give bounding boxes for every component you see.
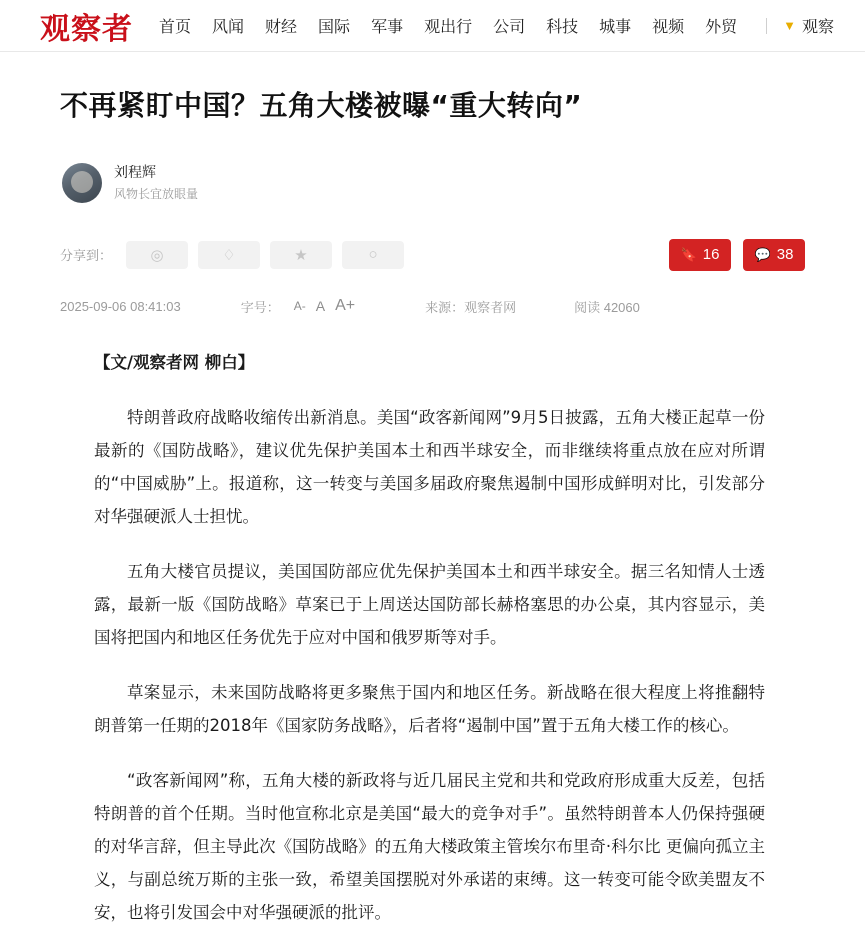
- nav-item-tech[interactable]: 科技: [546, 19, 579, 36]
- comment-count: 38: [776, 246, 794, 264]
- nav-item-military[interactable]: 军事: [371, 19, 404, 36]
- font-size-controls: [241, 297, 355, 316]
- nav-divider: [766, 18, 767, 34]
- author-description: 风物长宜放眼量: [114, 187, 199, 202]
- bookmark-icon: 🔖: [680, 247, 697, 263]
- more-icon[interactable]: ○: [342, 241, 404, 269]
- article-paragraph: 五角大楼官员提议，美国国防部应优先保护美国本土和西半球安全。据三名知情人士透露，最新一版《国防战略》草案已于上周送达国防部长赫格塞思的办公桌，其内容显示，美国将把国内和地区任务优先于应对中国和俄罗斯等对手。: [94, 561, 765, 647]
- byline-text: [114, 163, 198, 202]
- nav-item-city[interactable]: 城事: [599, 19, 632, 36]
- font-size-label: 字号：: [240, 299, 280, 315]
- author-name[interactable]: 刘程辉: [114, 164, 156, 180]
- article-body: [60, 346, 805, 929]
- comment-icon: 💬: [754, 247, 771, 263]
- weibo-icon[interactable]: ◎: [126, 241, 188, 269]
- nav-item-trade[interactable]: 外贸: [705, 19, 738, 36]
- font-size-large-button[interactable]: A+: [335, 297, 356, 315]
- article-meta: [60, 297, 805, 316]
- nav-item-company[interactable]: 公司: [493, 19, 526, 36]
- article-paragraph: 特朗普政府战略收缩传出新消息。美国“政客新闻网”9月5日披露，五角大楼正起草一份最新的《国防战略》，建议优先保护美国本土和西半球安全，而非继续将重点放在应对所谓的“中国威胁”上。报道称，这一转变与美国多届政府聚焦遏制中国形成鲜明对比，引发部分对华强硬派人士担忧。: [94, 407, 765, 526]
- wechat-icon[interactable]: ♢: [198, 241, 260, 269]
- nav-dropdown[interactable]: [783, 14, 834, 37]
- share-row: [60, 237, 805, 273]
- nav-item-finance[interactable]: 财经: [265, 19, 298, 36]
- counter-group: [669, 239, 805, 271]
- like-counter[interactable]: [669, 239, 731, 271]
- page-title: 不再紧盯中国？五角大楼被曝“重大转向”: [60, 89, 583, 122]
- nav-item-international[interactable]: 国际: [318, 19, 351, 36]
- comment-counter[interactable]: [743, 239, 805, 271]
- nav-item-video[interactable]: 视频: [652, 19, 685, 36]
- top-navigation-bar: [0, 0, 865, 52]
- nav-item-travel[interactable]: 观出行: [424, 19, 473, 36]
- font-size-medium-button[interactable]: A: [315, 298, 326, 315]
- star-icon[interactable]: ★: [270, 241, 332, 269]
- nav-dropdown-label: 观察: [802, 19, 835, 36]
- nav-item-fengwen[interactable]: 风闻: [212, 19, 245, 36]
- chevron-down-icon: ▼: [783, 18, 797, 33]
- avatar[interactable]: [62, 163, 102, 203]
- nav-item-home[interactable]: 首页: [159, 19, 192, 36]
- article-source: 来源：观察者网: [425, 299, 517, 315]
- article-container: [0, 86, 865, 929]
- article-paragraph: “政客新闻网”称，五角大楼的新政将与近几届民主党和共和党政府形成重大反差，包括特朗普的首个任期。当时他宣称北京是美国“最大的竞争对手”。虽然特朗普本人仍保持强硬的对华言辞，但主导此次《国防战略》的五角大楼政策主管埃尔布里奇·科尔比 更偏向孤立主义，与副总统万斯的主张一致，希望美国摆脱对外承诺的束缚。这一转变可能令欧美盟友不安，也将引发国会中对华强硬派的批评。: [94, 770, 765, 922]
- view-count: 阅读 42060: [574, 299, 640, 315]
- like-count: 16: [702, 246, 720, 264]
- article-paragraph: 【文/观察者网 柳白】: [94, 352, 255, 372]
- font-size-small-button[interactable]: A-: [293, 299, 306, 314]
- site-logo[interactable]: 观察者: [40, 11, 133, 47]
- article-paragraph: 草案显示，未来国防战略将更多聚焦于国内和地区任务。新战略在很大程度上将推翻特朗普第一任期的2018年《国家防务战略》，后者将“遏制中国”置于五角大楼工作的核心。: [94, 682, 765, 735]
- publish-date: 2025-09-06 08:41:03: [60, 298, 181, 314]
- byline: [60, 163, 805, 203]
- nav-links: [159, 14, 775, 37]
- share-label: 分享到：: [60, 248, 113, 264]
